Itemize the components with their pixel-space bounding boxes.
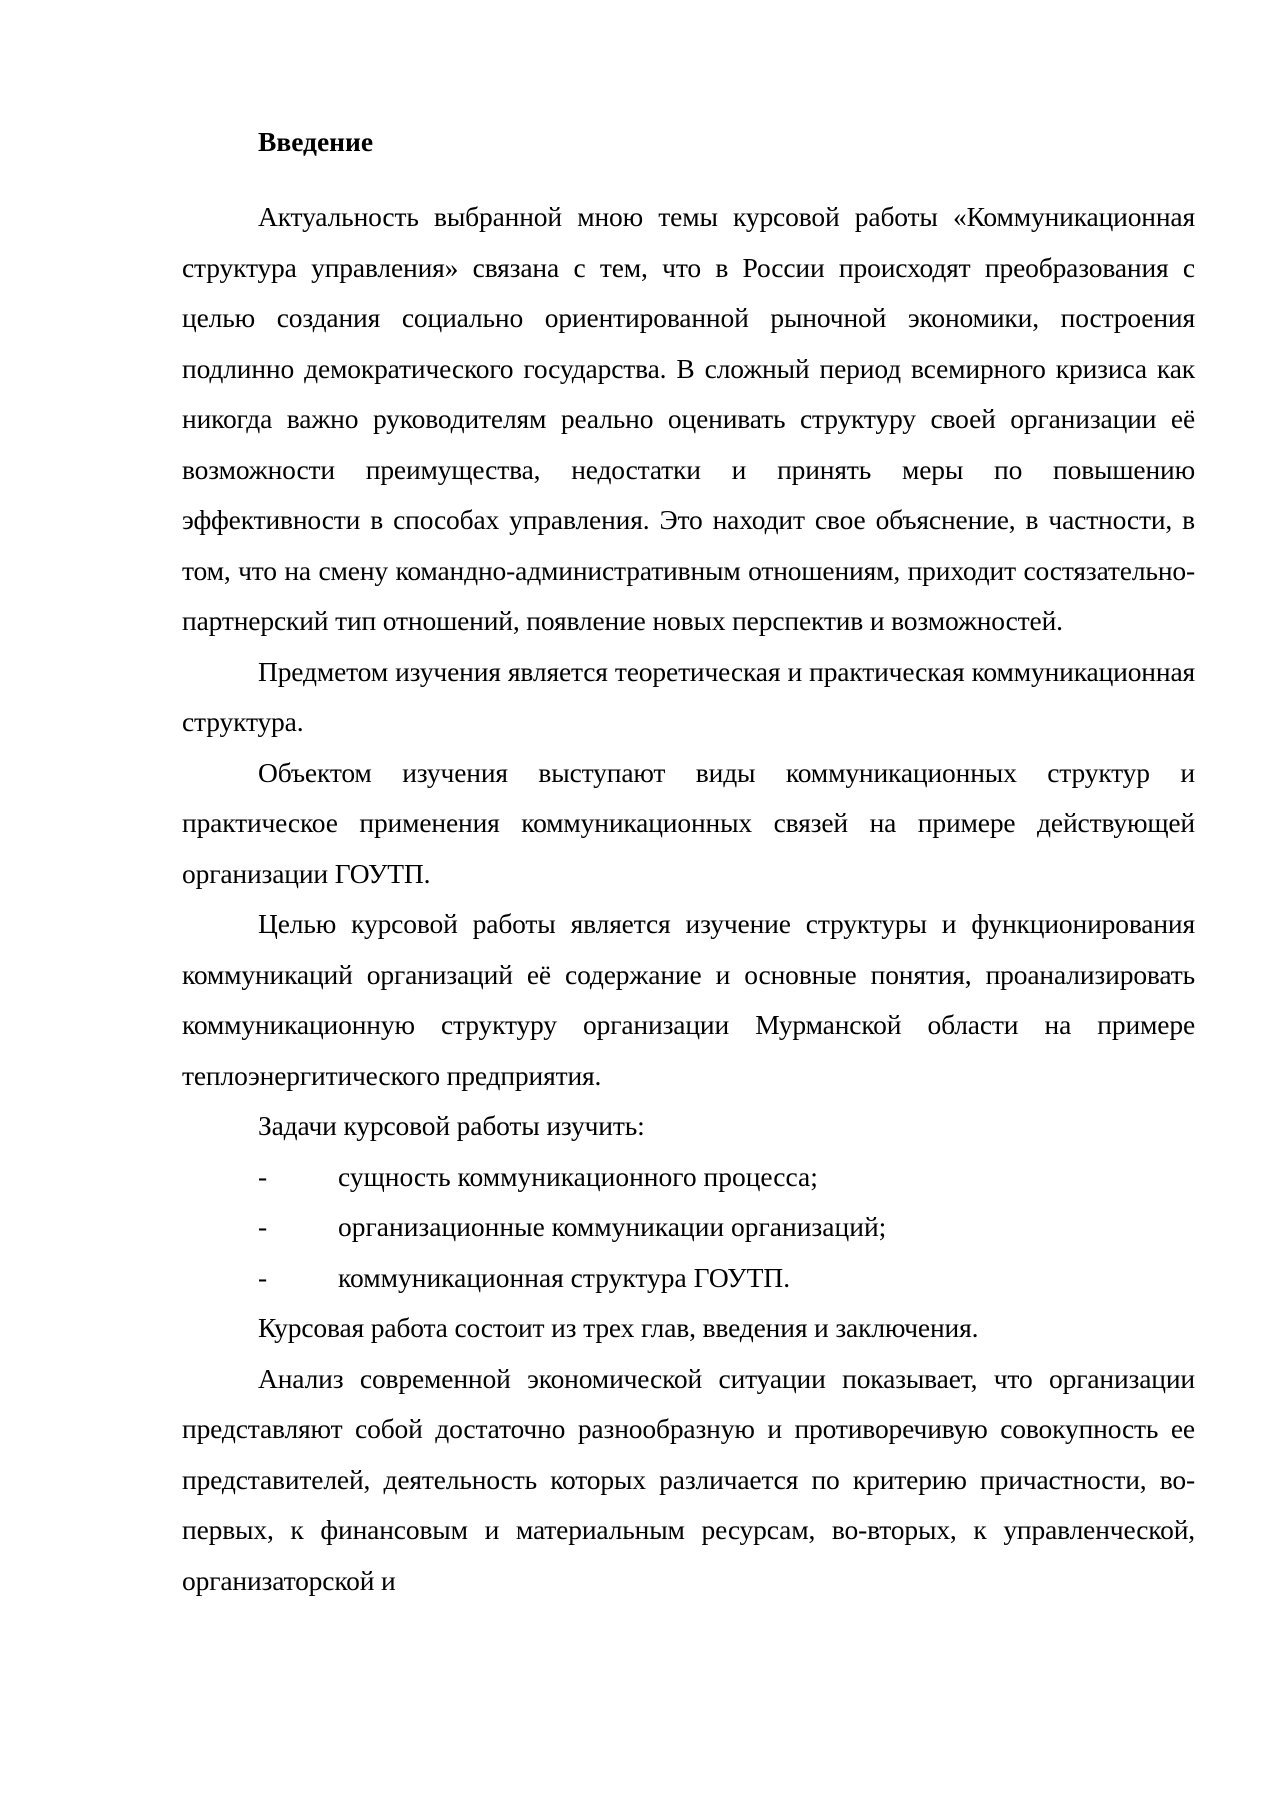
list-item (182, 1253, 1195, 1304)
list-marker: - (258, 1160, 268, 1192)
task-list (182, 1152, 1195, 1304)
paragraph-subject: Предметом изучения является теоретическая и практическая коммуникационная структура. (182, 655, 1195, 737)
list-marker: - (258, 1211, 268, 1242)
document-body (182, 117, 1195, 1606)
paragraph-relevance: Актуальность выбранной мною темы курсовой работы «Коммуникационная структура управления» связана с тем, что в России происходят преобразования с целью создания социально ориентированной рыночной экономики, построения подлинно демократического государства. В сложный период всемирного кризиса как никогда важно руководителям реально оценивать структуру своей организации её возможности преимущества, недостатки и принять меры по повышению эффективности в способах управления. Это находит свое объяснение, в частности, в том, что на смену командно-административным отношениям, приходит состязательно-партнерский тип отношений, появление новых перспектив и возможностей. (182, 201, 1195, 636)
section-heading: Введение (258, 126, 374, 157)
paragraph-goal: Целью курсовой работы является изучение структуры и функционирования коммуникаций организаций её содержание и основные понятия, проанализировать коммуникационную структуру организации Мурманской области на примере теплоэнергитического предприятия. (182, 908, 1195, 1091)
list-item (182, 1202, 1195, 1253)
paragraph-object: Объектом изучения выступают виды коммуникационных структур и практическое применения коммуникационных связей на примере действующей организации ГОУТП. (182, 756, 1195, 889)
paragraph-tasks-intro: Задачи курсовой работы изучить: (258, 1110, 645, 1141)
list-item-text: коммуникационная структура ГОУТП. (338, 1261, 791, 1293)
list-marker: - (258, 1261, 268, 1293)
list-item-text: организационные коммуникации организаций; (338, 1211, 887, 1242)
list-item-text: сущность коммуникационного процесса; (338, 1160, 818, 1192)
paragraph-analysis: Анализ современной экономической ситуации показывает, что организации представляют собой достаточно разнообразную и противоречивую совокупность ее представителей, деятельность которых различается по критерию причастности, во-первых, к финансовым и материальным ресурсам, во-вторых, к управленческой, организаторской и (182, 1362, 1195, 1596)
paragraph-structure: Курсовая работа состоит из трех глав, введения и заключения. (258, 1312, 979, 1343)
list-item (182, 1152, 1195, 1203)
